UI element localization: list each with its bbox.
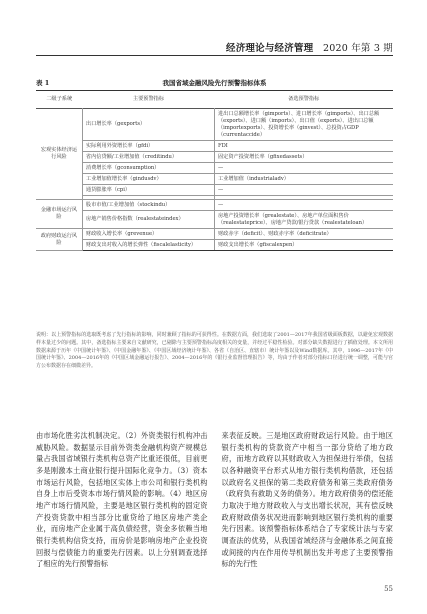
main-indicator-cell: 省内信贷额/工业增加值（creditindu） — [82, 152, 214, 163]
column-header: 备选预警指标 — [288, 95, 320, 102]
indicator-table — [36, 90, 393, 251]
alt-indicator-cell: — — [214, 185, 393, 196]
main-indicator-cell: 财政支出对收入的增长弹性（fiscalelasticity） — [82, 240, 214, 251]
alt-indicator-cell: — — [214, 163, 393, 174]
running-header — [226, 40, 393, 54]
table-row — [36, 109, 393, 141]
main-indicator-cell: 实际利用外资增长率（gfdi） — [82, 141, 214, 152]
main-indicator-cell: 通货膨胀率（cpi） — [82, 185, 214, 196]
table-row — [36, 229, 393, 240]
main-indicator-cell: 股市市值/工业增加值（stockindu） — [82, 200, 214, 211]
table-row — [36, 152, 393, 163]
table-title: 我国省域金融风险先行预警指标体系 — [162, 79, 267, 87]
alt-indicator-cell: — — [214, 200, 393, 211]
alt-indicator-cell: 房地产投资增长率（grealestate）、房地产单位面积售价（realestateprice）、房地产贷款/银行贷款（realestateloan） — [214, 211, 393, 229]
alt-indicator-cell: 工业增加值（industrialadv） — [214, 174, 393, 185]
alt-indicator-cell: 进出口总额增长率（gimports）、进口增长率（gimports）、出口总额（exports）、进口额（imports）、出口值（exports）、进出口总额（importexports）、投资增长率（ginvest）、总投资占GDP（currentaccide） — [214, 109, 393, 141]
table-row — [36, 185, 393, 196]
column-header: 二级子系统 — [46, 95, 73, 102]
alt-indicator-cell: 财政赤字（deficit）、财政赤字率（deficitrate） — [214, 229, 393, 240]
subsystem-cell: 金融市场运行风险 — [36, 200, 82, 229]
table-row — [36, 200, 393, 211]
alt-indicator-cell: FDI — [214, 141, 393, 152]
table-number: 表 1 — [36, 79, 50, 87]
subsystem-cell: 政府财政运行风险 — [36, 229, 82, 251]
main-indicator-cell: 财政收入增长率（grevenue） — [82, 229, 214, 240]
table-note: 说明：以上预警指标的选取既考虑了先行指标的影响，同时兼顾了指标的可获得性。在数据方面，我们选取了2001—2017年我国省级面板数据，以避免宏观数据样本量过少的问题。其中，备选指标主要来自文献研究，已剔除与主要预警指标高度相关的变量，并经过平稳性检验。对部分缺失数据进行了插值处理。本文所用数据来源于历年《中国统计年鉴》、《中国金融年鉴》、《中国区域经济统计年鉴》、各省（自治区、直辖市）统计年鉴以及Wind数据库。其中，1996—2017年《中国统计年鉴》、2004—2016年的《中国区域金融运行报告》、2004—2016年的《银行业监督管理报告》等，均由于作者对部分指标口径进行统一调整，可能与官方公布数据存在细微差异。 — [36, 332, 393, 369]
table-header-row — [36, 91, 393, 109]
body-column-left: 由市场化胜劣汰机制决定。（2）外资类银行机构冲击威胁风险。数据显示目前外资类金融机构资产规模总量占我国省域银行类机构总资产比重还很低，目前更多是刚激本土商业银行提升国际化竞争力。（3）资本市场运行风险，包括地区实体上市公司和银行类机构自身上市后受资本市场行情风险的影响。（4）地区房地产市场行情风险，主要是地区银行类机构的固定资产投资贷款中相当部分比重贷给了地区房地产类企业，而房地产企业属于高负债经营，资金多依赖当地银行类机构信贷支持，而房价是影响房地产企业投资回报与偿债能力的重要先行因素。以上分别调查选择了相应的先行预警指标 — [36, 431, 208, 569]
main-indicator-cell: 工业增加值增长率（gindusdv） — [82, 174, 214, 185]
issue-label: 2020 年第 3 期 — [323, 43, 393, 54]
main-indicator-cell: 房地产销售价格指数（realestateindex） — [82, 211, 214, 229]
page-number: 55 — [384, 585, 393, 593]
main-indicator-cell: 消费增长率（gconsumption） — [82, 163, 214, 174]
body-columns — [36, 430, 393, 570]
table-row — [36, 211, 393, 229]
body-column-right: 来表征反映。三是地区政府财政运行风险。由于地区银行类机构的贷款资产中相当一部分贷给了地方政府，而地方政府以其财政收入为担保进行举债，包括以各种融资平台形式从地方银行类机构借款，还包括以政府名义担保的第二类政府债务和第三类政府债务（政府负有救助义务的债务）。地方政府债务的偿还能力取决于地方财政收入与支出增长状况，其有偿反映政府财政债务状况进而影响到地区银行类机构的重要先行因素。该预警指标体系结合了专家统计法与专家调查法的优势，从我国省域经济与金融体系之间直接或间接的内在作用传导机制出发并考虑了主要预警指标的先行性 — [221, 431, 393, 569]
alt-indicator-cell: 财政支出增长率（gfiscalexpen） — [214, 240, 393, 251]
subsystem-cell: 宏观实体经济运行风险 — [36, 109, 82, 200]
alt-indicator-cell: 固定资产投资增长率（gfixedassets） — [214, 152, 393, 163]
column-header: 主要预警指标 — [132, 95, 165, 102]
header-rule — [36, 55, 393, 56]
table-row — [36, 163, 393, 174]
table-row — [36, 240, 393, 251]
journal-name: 经济理论与经济管理 — [226, 43, 314, 54]
main-indicator-cell: 出口增长率（gexports） — [82, 109, 214, 141]
table-row — [36, 174, 393, 185]
table-row — [36, 141, 393, 152]
